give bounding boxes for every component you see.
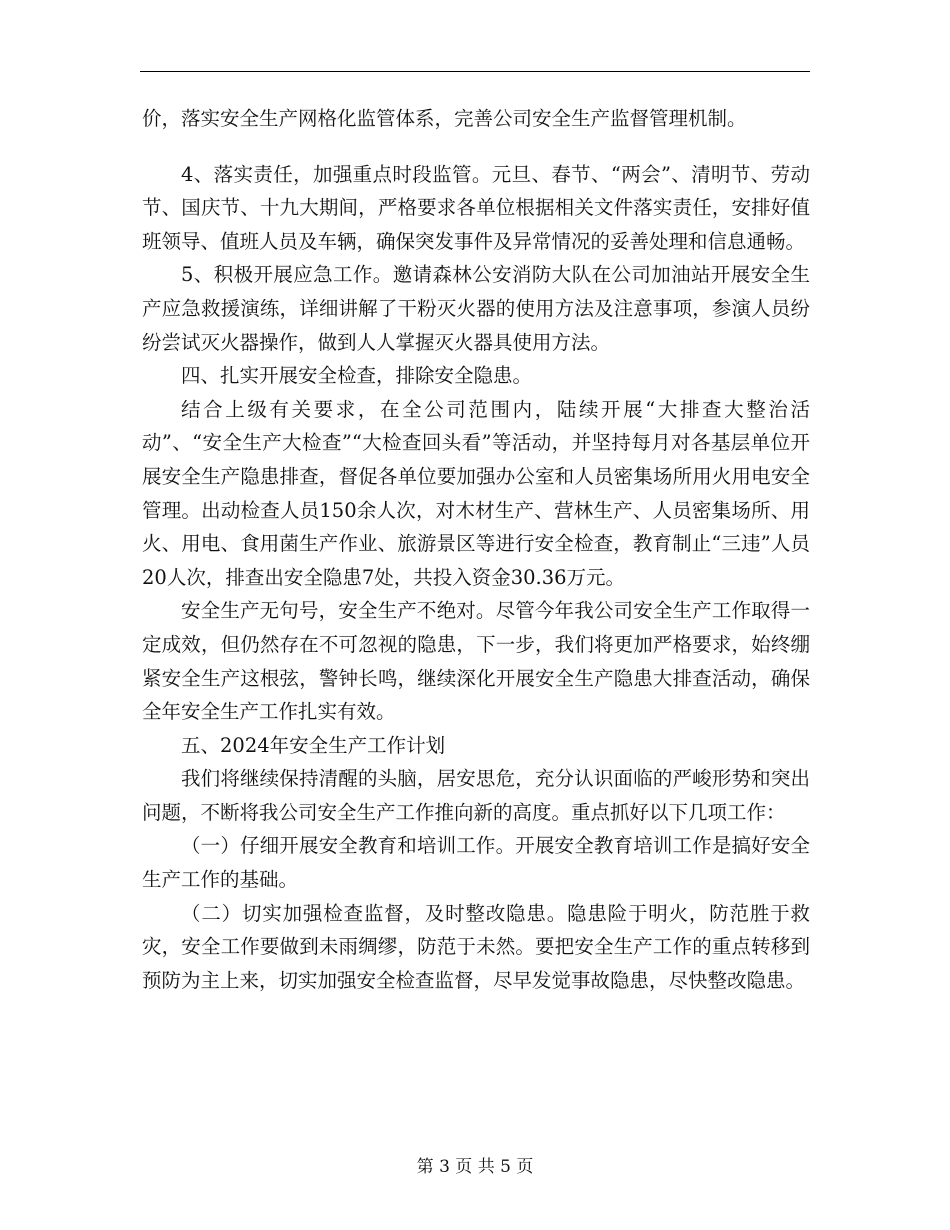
paragraph-item-4: 4、落实责任，加强重点时段监管。元旦、春节、“两会”、清明节、劳动节、国庆节、十九大期间，严格要求各单位根据相关文件落实责任，安排好值班领导、值班人员及车辆，确保突发事件及异常情况的妥善处理和信息通畅。 [142, 162, 810, 253]
paragraph-summary: 安全生产无句号，安全生产不绝对。尽管今年我公司安全生产工作取得一定成效，但仍然存在不可忽视的隐患，下一步，我们将更加严格要求，始终绷紧安全生产这根弦，警钟长鸣，继续深化开展安全生产隐患大排查活动，确保全年安全生产工作扎实有效。 [142, 599, 810, 724]
paragraph-item-5: 5、积极开展应急工作。邀请森林公安消防大队在公司加油站开展安全生产应急救援演练，详细讲解了干粉灭火器的使用方法及注意事项，参演人员纷纷尝试灭火器操作，做到人人掌握灭火器具使用方法。 [142, 263, 810, 354]
document-body [142, 102, 810, 997]
section-heading-5: 五、2024年安全生产工作计划 [181, 733, 446, 757]
paragraph-continuation: 价，落实安全生产网格化监管体系，完善公司安全生产监督管理机制。 [142, 107, 747, 130]
paragraph-plan-item-1: （一）仔细开展安全教育和培训工作。开展安全教育培训工作是搞好安全生产工作的基础。 [142, 834, 810, 892]
section-heading-4: 四、扎实开展安全检查，排除安全隐患。 [181, 364, 533, 388]
page-number: 第 3 页 共 5 页 [416, 1157, 534, 1177]
paragraph-plan-item-2: （二）切实加强检查监督，及时整改隐患。隐患险于明火，防范胜于救灾，安全工作要做到未雨绸缪，防范于未然。要把安全生产工作的重点转移到预防为主上来，切实加强安全检查监督，尽早发觉事故隐患，尽快整改隐患。 [142, 901, 810, 992]
paragraph-inspection: 结合上级有关要求，在全公司范围内，陆续开展“大排查大整治活动”、“安全生产大检查”“大检查回头看”等活动，并坚持每月对各基层单位开展安全生产隐患排查，督促各单位要加强办公室和人员密集场所用火用电安全管理。出动检查人员150余人次，对木材生产、营林生产、人员密集场所、用火、用电、食用菌生产作业、旅游景区等进行安全检查，教育制止“三违”人员20人次，排查出安全隐患7处，共投入资金30.36万元。 [142, 397, 810, 589]
header-rule [140, 71, 810, 72]
paragraph-plan-intro: 我们将继续保持清醒的头脑，居安思危，充分认识面临的严峻形势和突出问题，不断将我公司安全生产工作推向新的高度。重点抓好以下几项工作： [142, 767, 810, 824]
